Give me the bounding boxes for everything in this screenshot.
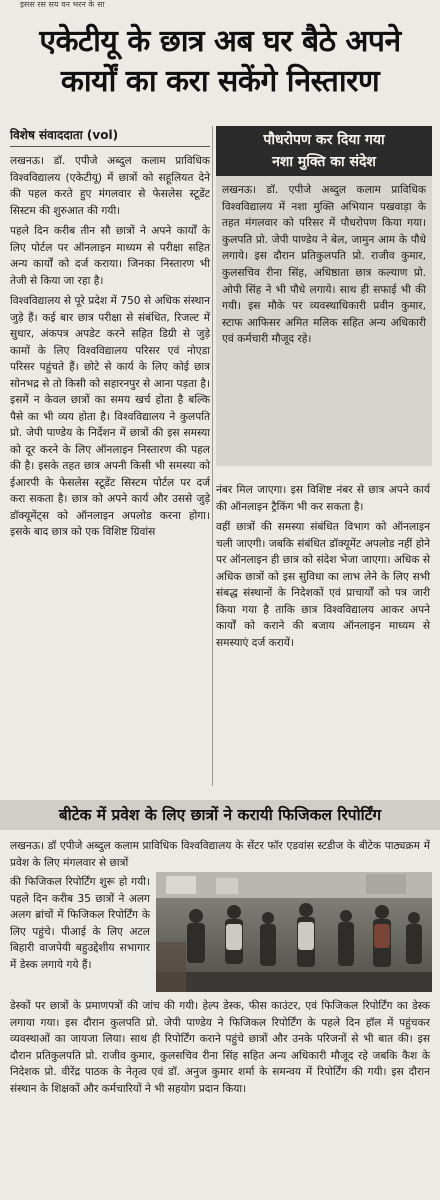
article-main-column bbox=[10, 126, 210, 545]
sidebar-box-title bbox=[216, 126, 432, 176]
news-photo bbox=[156, 872, 432, 992]
main-headline bbox=[8, 22, 432, 102]
article-paragraph: लखनऊ। डॉ. एपीजे अब्दुल कलाम प्राविधिक विश्वविद्यालय (एकेटीयू) में छात्रों को सहूलियत देने की पहल करते हुए मंगलवार से फेसलेस स्टूडेंट सिस्टम की शुरुआत की गयी। bbox=[10, 155, 210, 217]
sidebar-title-line-1: पौधरोपण कर दिया गया bbox=[263, 132, 385, 148]
top-cut-text: इसस रस सय वन भरन के सा bbox=[20, 0, 105, 9]
sidebar-title-line-2: नशा मुक्ति का संदेश bbox=[272, 154, 376, 170]
article-paragraph: पहले दिन करीब तीन सौ छात्रों ने अपने कार्यों के लिए पोर्टल पर ऑनलाइन माध्यम से परीक्षा सहित अन्य कार्यों को दर्ज कराया। जिनका निस्तारण भी तेजी से किया जा रहा है। bbox=[10, 225, 210, 287]
second-article-left-text bbox=[10, 874, 150, 977]
sidebar-box-body: लखनऊ। डॉ. एपीजे अब्दुल कलाम प्राविधिक विश्वविद्यालय में नशा मुक्ति अभियान पखवाड़ा के तहत मंगलवार को परिसर में पौधरोपण किया गया। कुलपति प्रो. जेपी पाण्डेय ने बेल, जामुन आम के पौधे लगाये। इस दौरान प्रतिकुलपति प्रो. राजीव कुमार, कुलसचिव रीना सिंह, अधिष्ठाता छात्र कल्याण प्रो. ओपी सिंह ने भी पौधे लगाये। साथ ही सफाई भी की गयी। इस मौके पर व्यवस्थाधिकारी प्रवीन कुमार, स्टाफ आफिसर अमित मलिक सहित अन्य अधिकारी एवं कर्मचारी मौजूद रहे। bbox=[222, 184, 426, 346]
headline-line-2: कार्यों का करा सकेंगे निस्तारण bbox=[60, 64, 380, 99]
second-article-intro: लखनऊ। डॉ एपीजे अब्दुल कलाम प्राविधिक विश्वविद्यालय के सेंटर फॉर एडवांस स्टडीज के बीटेक पाठ्यक्रम में प्रवेश के लिए मंगलवार से छात्रों bbox=[10, 840, 430, 869]
article-paragraph: विश्वविद्यालय से पूरे प्रदेश में 750 से अधिक संस्थान जुड़े हैं। कई बार छात्र परीक्षा से संबंधित, रिजल्ट में सुधार, अंकपत्र अपडेट करने सहित डिग्री से जुड़े कामों के लिए विश्वविद्यालय परिसर एवं नोएडा परिसर पहुंचते हैं। छोटे से कार्य के लिए कोई छात्र सोनभद्र से तो किसी को सहारनपुर से आना पड़ता है। इसमें न केवल छात्रों का समय खर्च होता है बल्कि पैसे का भी व्यय होता है। विश्वविद्यालय ने कुलपति प्रो. जेपी पाण्डेय के निर्देशन में छात्रों की इस समस्या को दूर करने के लिए ऑनलाइन निस्तारण की पहल की है। इसके तहत छात्र अपनी किसी भी समस्या को ईआरपी के फेसलेस स्टूडेंट सिस्टम पोर्टल पर दर्ज करा सकता है। छात्र को अपने कार्य और उससे जुड़े डॉक्यूमेंट्स को ऑनलाइन अपलोड करना होगा। इसके बाद छात्र को एक विशिष्ट ग्रिवांस bbox=[10, 295, 210, 538]
second-article-bottom-text bbox=[10, 998, 430, 1097]
second-article-headline: बीटेक में प्रवेश के लिए छात्रों ने करायी फिजिकल रिपोर्टिंग bbox=[0, 800, 440, 830]
article-continuation-column bbox=[216, 482, 430, 655]
article-paragraph: वहीं छात्रों की समस्या संबंधित विभाग को ऑनलाइन चली जाएगी। जबकि संबंधित डॉक्यूमेंट अपलोड नहीं होने पर ऑनलाइन ही छात्र को संदेश भेजा जाएगा। अधिक से अधिक छात्रों को इस सुविधा का लाभ लेने के लिए सभी संबद्ध संस्थानों के निदेशकों एवं प्राचार्यों को पत्र जारी किया गया है ताकि छात्र विश्वविद्यालय आकर अपने कार्यों को कराने की बजाय ऑनलाइन माध्यम से समस्याएं दर्ज करायें। bbox=[216, 521, 430, 649]
photo-illustration bbox=[156, 872, 432, 992]
column-divider bbox=[212, 126, 213, 786]
sidebar-news-box bbox=[216, 126, 432, 466]
article-paragraph: डेस्कों पर छात्रों के प्रमाणपत्रों की जांच की गयी। हेल्प डेस्क, फीस काउंटर, एवं फिजिकल रिपोर्टिंग का डेस्क लगाया गया। इस दौरान कुलपति प्रो. जेपी पाण्डेय ने फिजिकल रिपोर्टिंग के पहले दिन हॉल में पहुंचकर व्यवस्थाओं का जायजा लिया। साथ ही रिपोर्टिंग कराने पहुंचे छात्रों और उनके परिजनों से भी बात की। इस दौरान प्रतिकुलपति प्रो. राजीव कुमार, कुलसचिव रीना सिंह सहित अन्य अधिकारी मौजूद रहे जबकि कैश के निदेशक प्रो. वीरेंद्र पाठक के नेतृत्व एवं डॉ. अनुज कुमार शर्मा के समन्वय में रिपोर्टिंग की गयी। इस दौरान संस्थान के शिक्षकों और कर्मचारियों ने भी सहयोग प्रदान किया। bbox=[10, 1000, 430, 1095]
article-paragraph: नंबर मिल जाएगा। इस विशिष्ट नंबर से छात्र अपने कार्य की ऑनलाइन ट्रैकिंग भी कर सकता है। bbox=[216, 484, 430, 513]
article-paragraph: की फिजिकल रिपोर्टिंग शुरू हो गयी। पहले दिन करीब 35 छात्रों ने अलग अलग ब्रांचों में फिजिकल रिपोर्टिंग के लिए पहुंचे। पीआई के लिए अटल बिहारी वाजपेयी बहुउद्देशीय सभागार में डेस्क लगाये गये हैं। bbox=[10, 876, 150, 971]
byline: विशेष संवाददाता (vol) bbox=[10, 126, 210, 147]
headline-line-1: एकेटीयू के छात्र अब घर बैठे अपने bbox=[39, 24, 401, 59]
